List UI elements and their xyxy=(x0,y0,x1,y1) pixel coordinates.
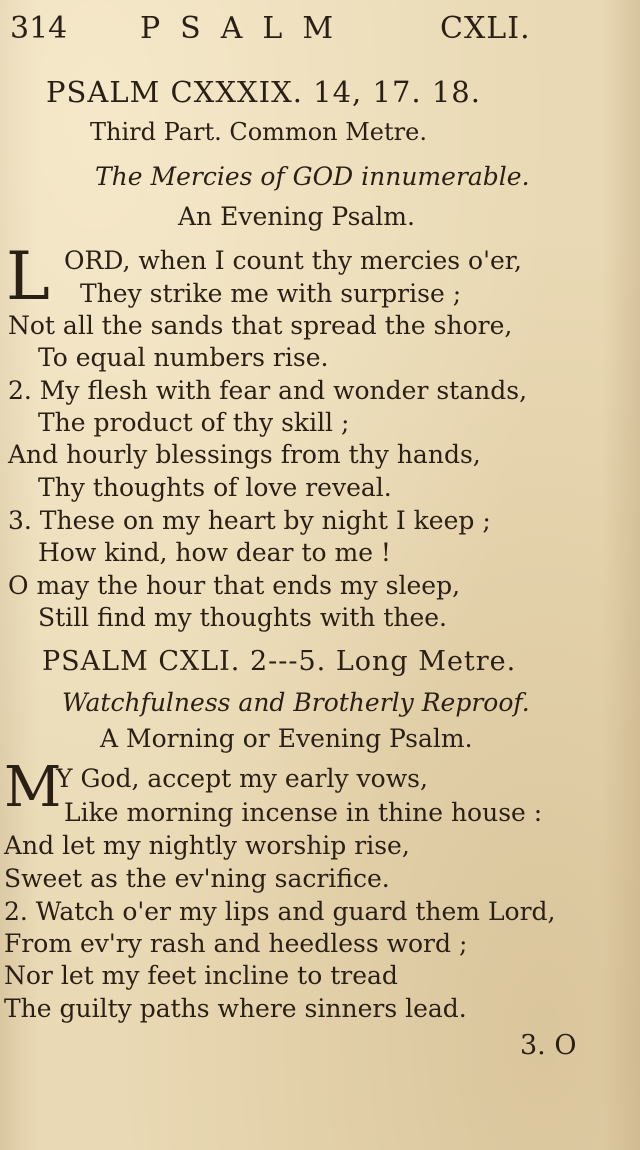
psalm-occasion: A Morning or Evening Psalm. xyxy=(100,724,473,753)
verse-line: The guilty paths where sinners lead. xyxy=(4,994,467,1023)
drop-cap: M xyxy=(4,755,62,820)
verse-line: Thy thoughts of love reveal. xyxy=(38,473,392,502)
verse-line: 2. Watch o'er my lips and guard them Lord, xyxy=(4,897,556,926)
verse-line: How kind, how dear to me ! xyxy=(38,538,391,567)
verse-line: They strike me with surprise ; xyxy=(80,279,462,308)
psalm-subject: The Mercies of GOD innumerable. xyxy=(95,162,530,191)
verse-line: Y God, accept my early vows, xyxy=(56,764,428,793)
verse-line: Not all the sands that spread the shore, xyxy=(8,311,513,340)
verse-line: And hourly blessings from thy hands, xyxy=(8,440,481,469)
verse-line: 2. My flesh with fear and wonder stands, xyxy=(8,376,528,405)
running-title: PSALM xyxy=(140,11,354,46)
verse-line: The product of thy skill ; xyxy=(38,408,350,437)
drop-cap: L xyxy=(6,238,50,315)
page-number: 314 xyxy=(10,11,68,46)
verse-line: ORD, when I count thy mercies o'er, xyxy=(64,246,522,275)
running-head xyxy=(10,11,620,50)
psalm-occasion: An Evening Psalm. xyxy=(178,202,415,231)
verse-line: Nor let my feet incline to tread xyxy=(4,961,398,990)
verse-line: To equal numbers rise. xyxy=(38,343,329,372)
verse-line: Like morning incense in thine house : xyxy=(64,798,543,827)
psalm-heading: PSALM CXXXIX. 14, 17. 18. xyxy=(46,75,481,109)
catchword: 3. O xyxy=(520,1030,577,1061)
verse-line: Sweet as the ev'ning sacrifice. xyxy=(4,864,390,893)
metre-line: Third Part. Common Metre. xyxy=(90,118,427,146)
verse-line: Still find my thoughts with thee. xyxy=(38,603,448,632)
verse-line: 3. These on my heart by night I keep ; xyxy=(8,506,491,535)
running-numeral: CXLI. xyxy=(440,11,531,46)
verse-line: O may the hour that ends my sleep, xyxy=(8,571,461,600)
verse-line: From ev'ry rash and heedless word ; xyxy=(4,929,468,958)
verse-line: And let my nightly worship rise, xyxy=(4,831,410,860)
psalm-subject: Watchfulness and Brotherly Reproof. xyxy=(62,688,530,717)
psalm-heading: PSALM CXLI. 2---5. Long Metre. xyxy=(42,646,517,677)
